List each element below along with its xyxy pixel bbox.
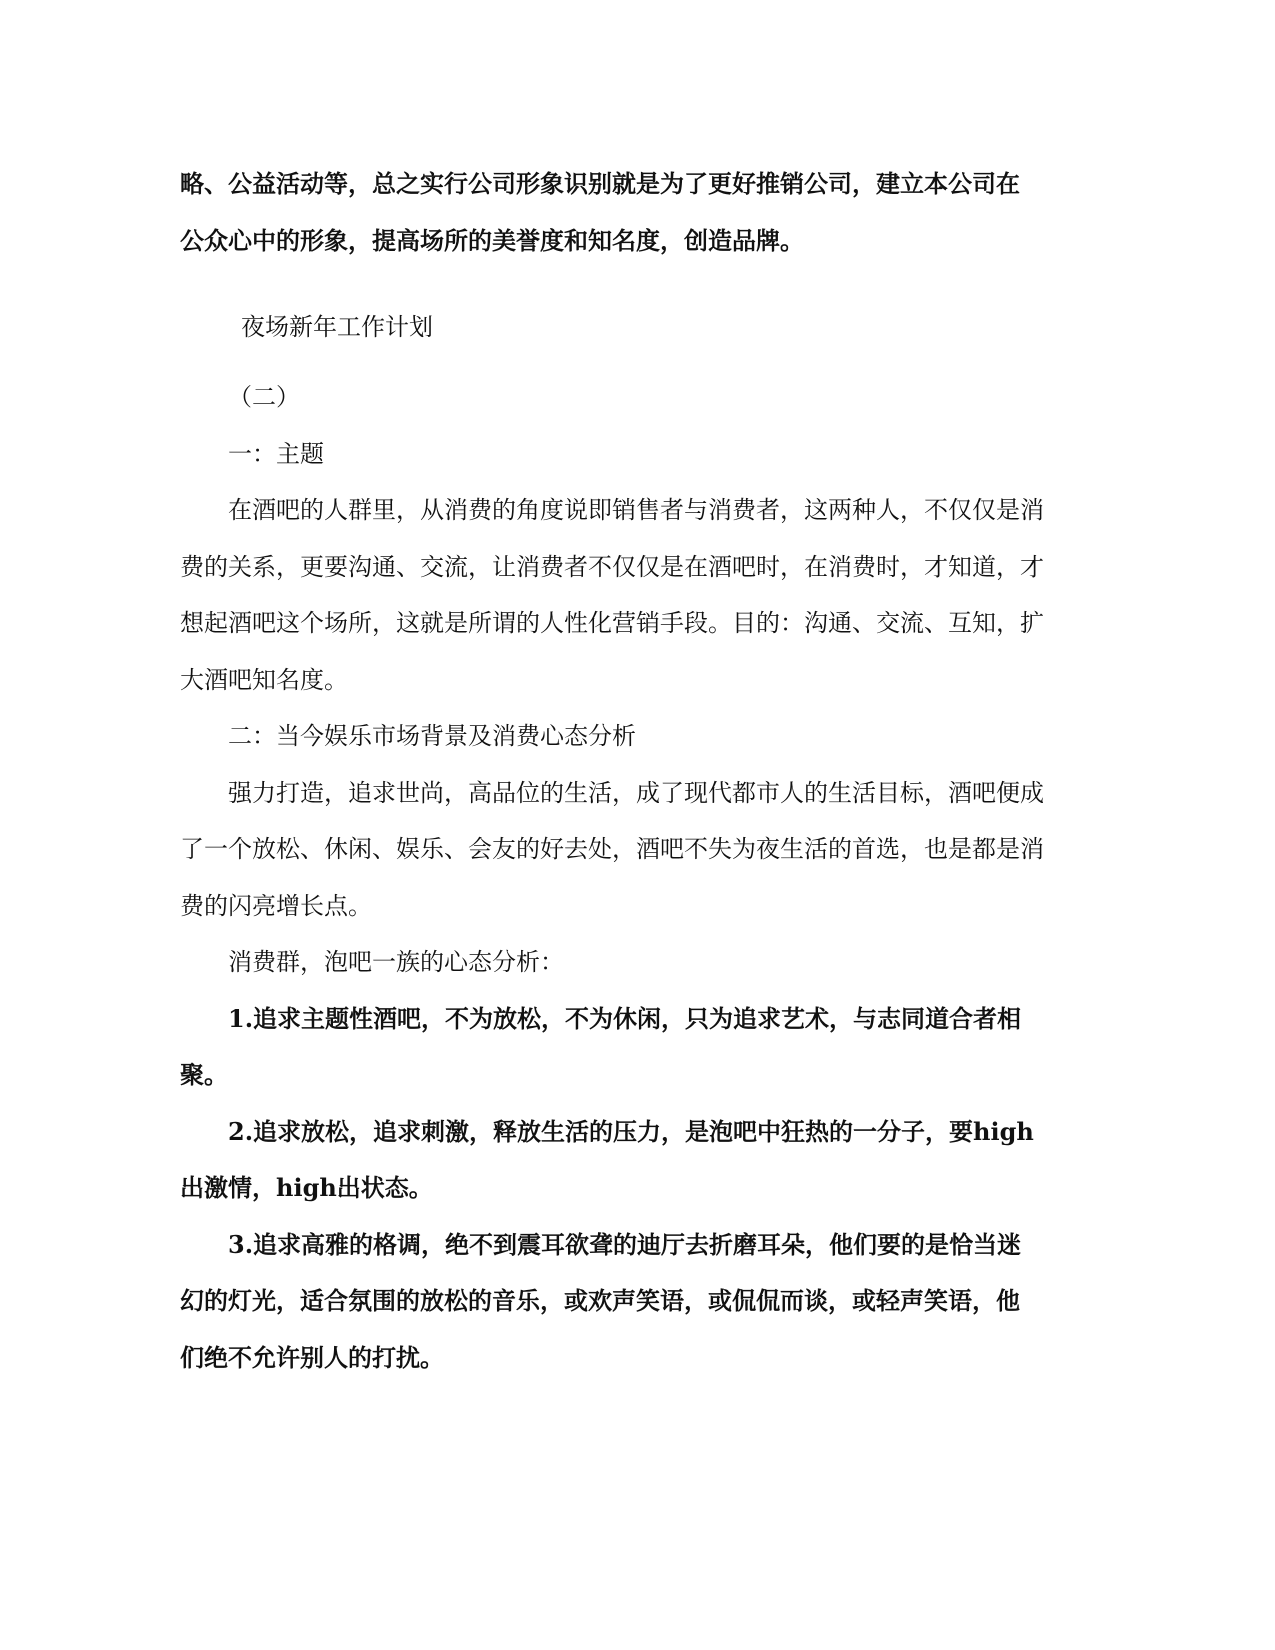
item3-line-3: 们绝不允许别人的打扰。 [180, 1343, 444, 1372]
intro-line-1: 略、公益活动等，总之实行公司形象识别就是为了更好推销公司，建立本公司在 [180, 169, 1020, 198]
section2-line-1: 强力打造，追求世尚，高品位的生活，成了现代都市人的生活目标，酒吧便成 [228, 779, 1044, 807]
section1-line-1: 在酒吧的人群里，从消费的角度说即销售者与消费者，这两种人，不仅仅是消 [228, 496, 1044, 524]
section1-line-3: 想起酒吧这个场所，这就是所谓的人性化营销手段。目的：沟通、交流、互知，扩 [180, 609, 1044, 637]
intro-line-2: 公众心中的形象，提高场所的美誉度和知名度，创造品牌。 [180, 226, 804, 255]
section2-heading: 二：当今娱乐市场背景及消费心态分析 [228, 722, 636, 750]
item1-line-1: 1.追求主题性酒吧，不为放松，不为休闲，只为追求艺术，与志同道合者相 [228, 1004, 1022, 1033]
item2-line-1: 2.追求放松，追求刺激，释放生活的压力，是泡吧中狂热的一分子，要high [228, 1117, 1034, 1146]
item3-line-2: 幻的灯光，适合氛围的放松的音乐，或欢声笑语，或侃侃而谈，或轻声笑语，他 [180, 1286, 1020, 1315]
page-title: 夜场新年工作计划 [241, 313, 433, 341]
section2-line-3: 费的闪亮增长点。 [180, 892, 372, 920]
item3-line-1: 3.追求高雅的格调，绝不到震耳欲聋的迪厅去折磨耳朵，他们要的是恰当迷 [228, 1230, 1022, 1259]
section2-line-2: 了一个放松、休闲、娱乐、会友的好去处，酒吧不失为夜生活的首选，也是都是消 [180, 835, 1044, 863]
section1-line-4: 大酒吧知名度。 [180, 666, 348, 694]
section1-line-2: 费的关系，更要沟通、交流，让消费者不仅仅是在酒吧时，在消费时，才知道，才 [180, 553, 1044, 581]
item1-line-2: 聚。 [180, 1060, 228, 1089]
section1-heading: 一：主题 [228, 440, 324, 468]
analysis-heading: 消费群，泡吧一族的心态分析： [228, 948, 564, 976]
item2-line-2: 出激情，high出状态。 [180, 1173, 433, 1202]
page-subtitle: （二） [228, 383, 300, 411]
